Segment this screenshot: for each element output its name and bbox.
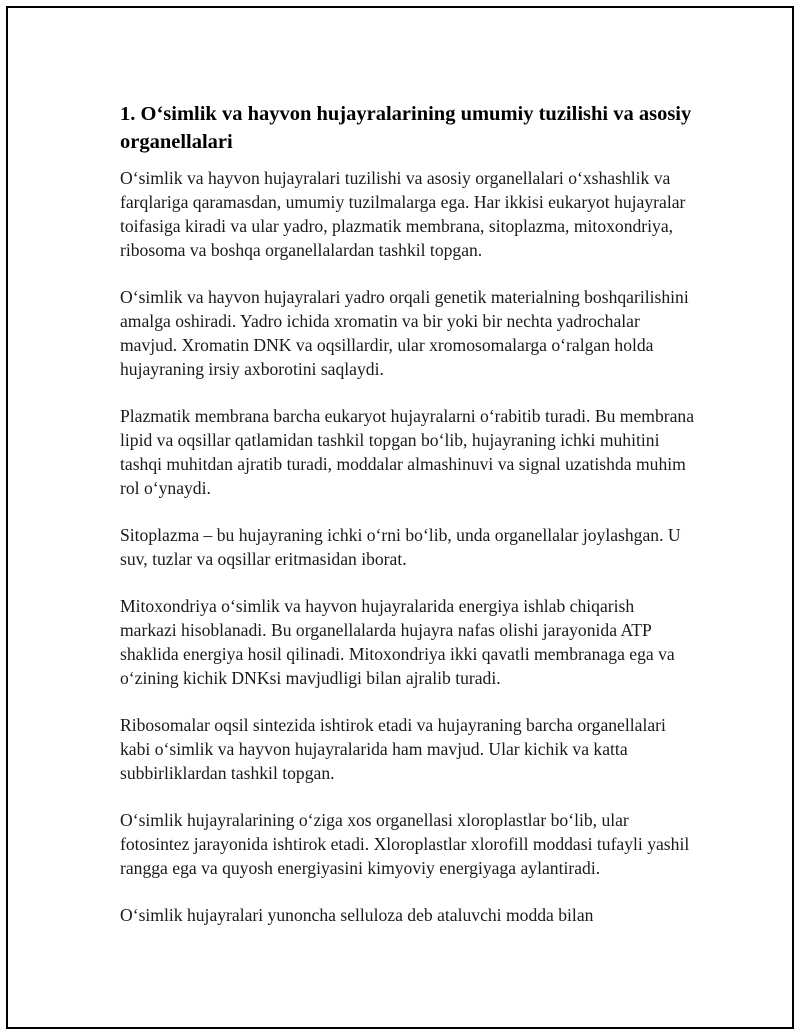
paragraph-2: O‘simlik va hayvon hujayralari yadro orqali genetik materialning boshqarilishini amalga oshiradi. Yadro ichida xromatin va bir yoki bir nechta yadrochalar mavjud. Xromatin DNK va oqsillardir, ular xromosomalarga o‘ralgan holda hujayraning irsiy axborotini saqlaydi.: [120, 287, 689, 379]
paragraph-8: O‘simlik hujayralari yunoncha selluloza deb ataluvchi modda bilan: [120, 905, 594, 925]
section-heading: 1. O‘simlik va hayvon hujayralarining umumiy tuzilishi va asosiy organellalari: [120, 103, 692, 153]
paragraph-4: Sitoplazma – bu hujayraning ichki o‘rni bo‘lib, unda organellalar joylashgan. U suv, tuzlar va oqsillar eritmasidan iborat.: [120, 525, 681, 569]
document-body: [120, 100, 695, 950]
paragraph-5: Mitoxondriya o‘simlik va hayvon hujayralarida energiya ishlab chiqarish markazi hisoblanadi. Bu organellalarda hujayra nafas olishi jarayonida ATP shaklida energiya hosil qilinadi. Mitoxondriya ikki qavatli membranaga ega va o‘zining kichik DNKsi mavjudligi bilan ajralib turadi.: [120, 596, 675, 688]
paragraph-7: O‘simlik hujayralarining o‘ziga xos organellasi xloroplastlar bo‘lib, ular fotosintez jarayonida ishtirok etadi. Xloroplastlar xlorofill moddasi tufayli yashil rangga ega va quyosh energiyasini kimyoviy energiyaga aylantiradi.: [120, 810, 690, 878]
paragraph-6: Ribosomalar oqsil sintezida ishtirok etadi va hujayraning barcha organellalari kabi o‘simlik va hayvon hujayralarida ham mavjud. Ular kichik va katta subbirliklardan tashkil topgan.: [120, 715, 666, 783]
paragraph-3: Plazmatik membrana barcha eukaryot hujayralarni o‘rabitib turadi. Bu membrana lipid va oqsillar qatlamidan tashkil topgan bo‘lib, hujayraning ichki muhitini tashqi muhitdan ajratib turadi, moddalar almashinuvi va signal uzatishda muhim rol o‘ynaydi.: [120, 406, 695, 498]
page-frame: [6, 6, 794, 1029]
paragraph-1: O‘simlik va hayvon hujayralari tuzilishi va asosiy organellalari o‘xshashlik va farqlariga qaramasdan, umumiy tuzilmalarga ega. Har ikkisi eukaryot hujayralar toifasiga kiradi va ular yadro, plazmatik membrana, sitoplazma, mitoxondriya, ribosoma va boshqa organellalardan tashkil topgan.: [120, 168, 686, 260]
